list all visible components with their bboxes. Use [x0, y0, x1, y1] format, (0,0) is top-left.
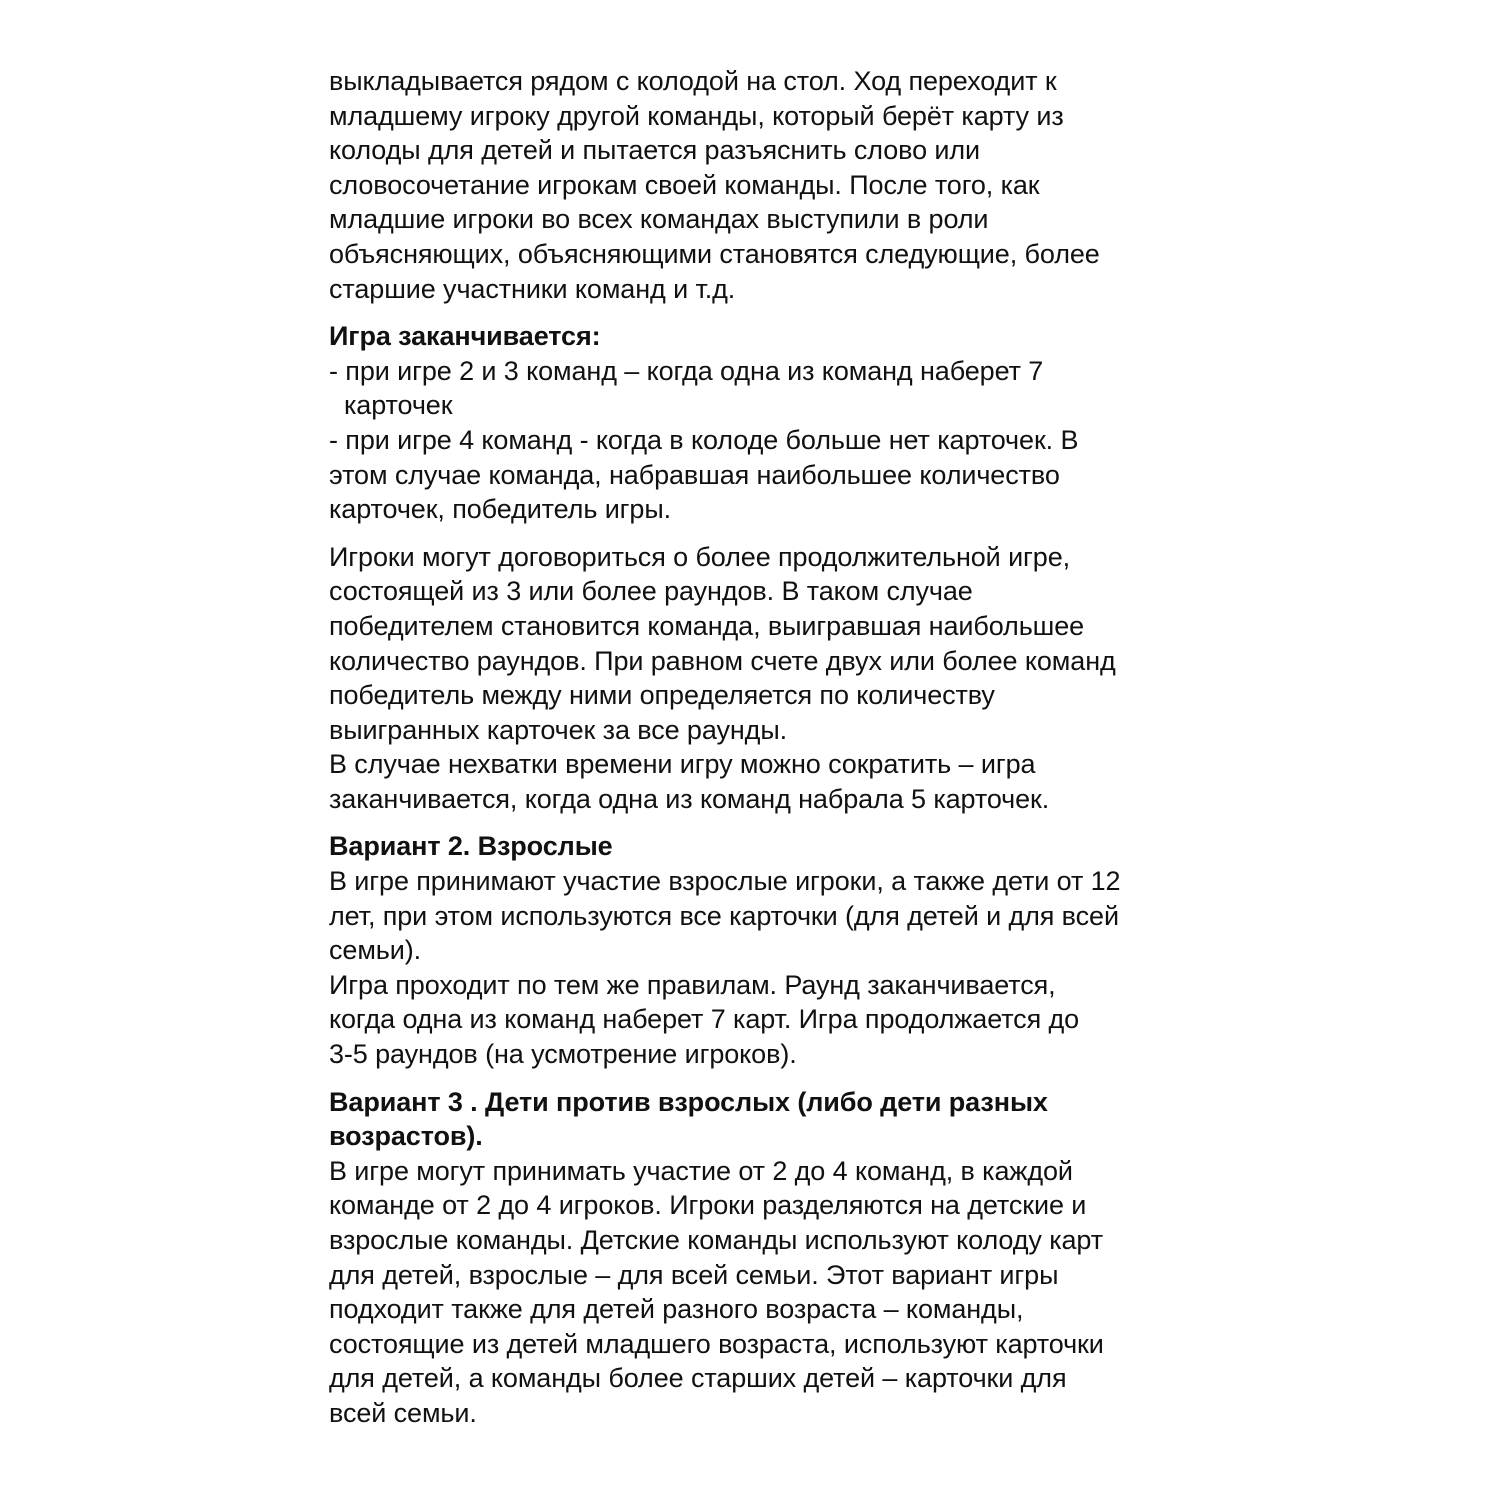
variant-2-section	[329, 829, 1189, 1071]
list-item-line: карточек	[344, 390, 453, 421]
intro-paragraph	[329, 64, 1189, 306]
text-line: количество раундов. При равном счете двух или более команд	[329, 645, 1116, 676]
text-line: состоящие из детей младшего возраста, используют карточки	[329, 1328, 1104, 1359]
text-line: В случае нехватки времени игру можно сократить – игра	[329, 749, 1036, 780]
text-line: выигранных карточек за все раунды.	[329, 714, 788, 745]
text-line: 3-5 раундов (на усмотрение игроков).	[329, 1039, 797, 1070]
text-line: Игра проходит по тем же правилам. Раунд заканчивается,	[329, 969, 1056, 1000]
text-line: победитель между ними определяется по количеству	[329, 680, 995, 711]
text-line: колоды для детей и пытается разъяснить слово или	[329, 135, 981, 166]
text-line: состоящей из 3 или более раундов. В таком случае	[329, 576, 973, 607]
rules-page	[329, 64, 1189, 1431]
game-end-section	[329, 319, 1189, 527]
list-item-line: - при игре 2 и 3 команд – когда одна из команд наберет 7	[329, 355, 1044, 386]
text-line: младшие игроки во всех командах выступили в роли	[329, 204, 989, 235]
text-line: когда одна из команд наберет 7 карт. Игра продолжается до	[329, 1004, 1080, 1035]
text-line: всей семьи.	[329, 1397, 477, 1428]
variant-3-section	[329, 1085, 1189, 1431]
section-heading-game-end: Игра заканчивается:	[329, 321, 601, 352]
text-line: словосочетание игрокам своей команды. После того, как	[329, 169, 1040, 200]
text-line: подходит также для детей разного возраста – команды,	[329, 1294, 1024, 1325]
text-line: заканчивается, когда одна из команд набрала 5 карточек.	[329, 783, 1050, 814]
text-line: Игроки могут договориться о более продолжительной игре,	[329, 541, 1071, 572]
text-line: лет, при этом используются все карточки (для детей и для всей	[329, 900, 1119, 931]
text-line: старшие участники команд и т.д.	[329, 273, 736, 304]
text-line: для детей, взрослые – для всей семьи. Этот вариант игры	[329, 1259, 1059, 1290]
section-heading-variant-3-cont: возрастов).	[329, 1121, 483, 1152]
text-line: для детей, а команды более старших детей – карточки для	[329, 1363, 1067, 1394]
text-line: объясняющих, объясняющими становятся следующие, более	[329, 238, 1100, 269]
text-line: команде от 2 до 4 игроков. Игроки разделяются на детские и	[329, 1190, 1087, 1221]
rounds-paragraph	[329, 540, 1189, 817]
text-line: младшему игроку другой команды, который берёт карту из	[329, 100, 1064, 131]
section-heading-variant-2: Вариант 2. Взрослые	[329, 831, 613, 862]
list-item-line: - при игре 4 команд - когда в колоде больше нет карточек. В	[329, 424, 1079, 455]
text-line: победителем становится команда, выигравшая наибольшее	[329, 610, 1085, 641]
text-line: В игре могут принимать участие от 2 до 4 команд, в каждой	[329, 1155, 1073, 1186]
text-line: семьи).	[329, 935, 422, 966]
text-line: взрослые команды. Детские команды используют колоду карт	[329, 1225, 1104, 1255]
section-heading-variant-3: Вариант 3 . Дети против взрослых (либо дети разных	[329, 1086, 1048, 1117]
text-line: В игре принимают участие взрослые игроки, а также дети от 12	[329, 866, 1121, 897]
list-item-line: карточек, победитель игры.	[329, 494, 672, 525]
list-item-line: этом случае команда, набравшая наибольшее количество	[329, 459, 1060, 490]
text-line: выкладывается рядом с колодой на стол. Ход переходит к	[329, 66, 1057, 96]
